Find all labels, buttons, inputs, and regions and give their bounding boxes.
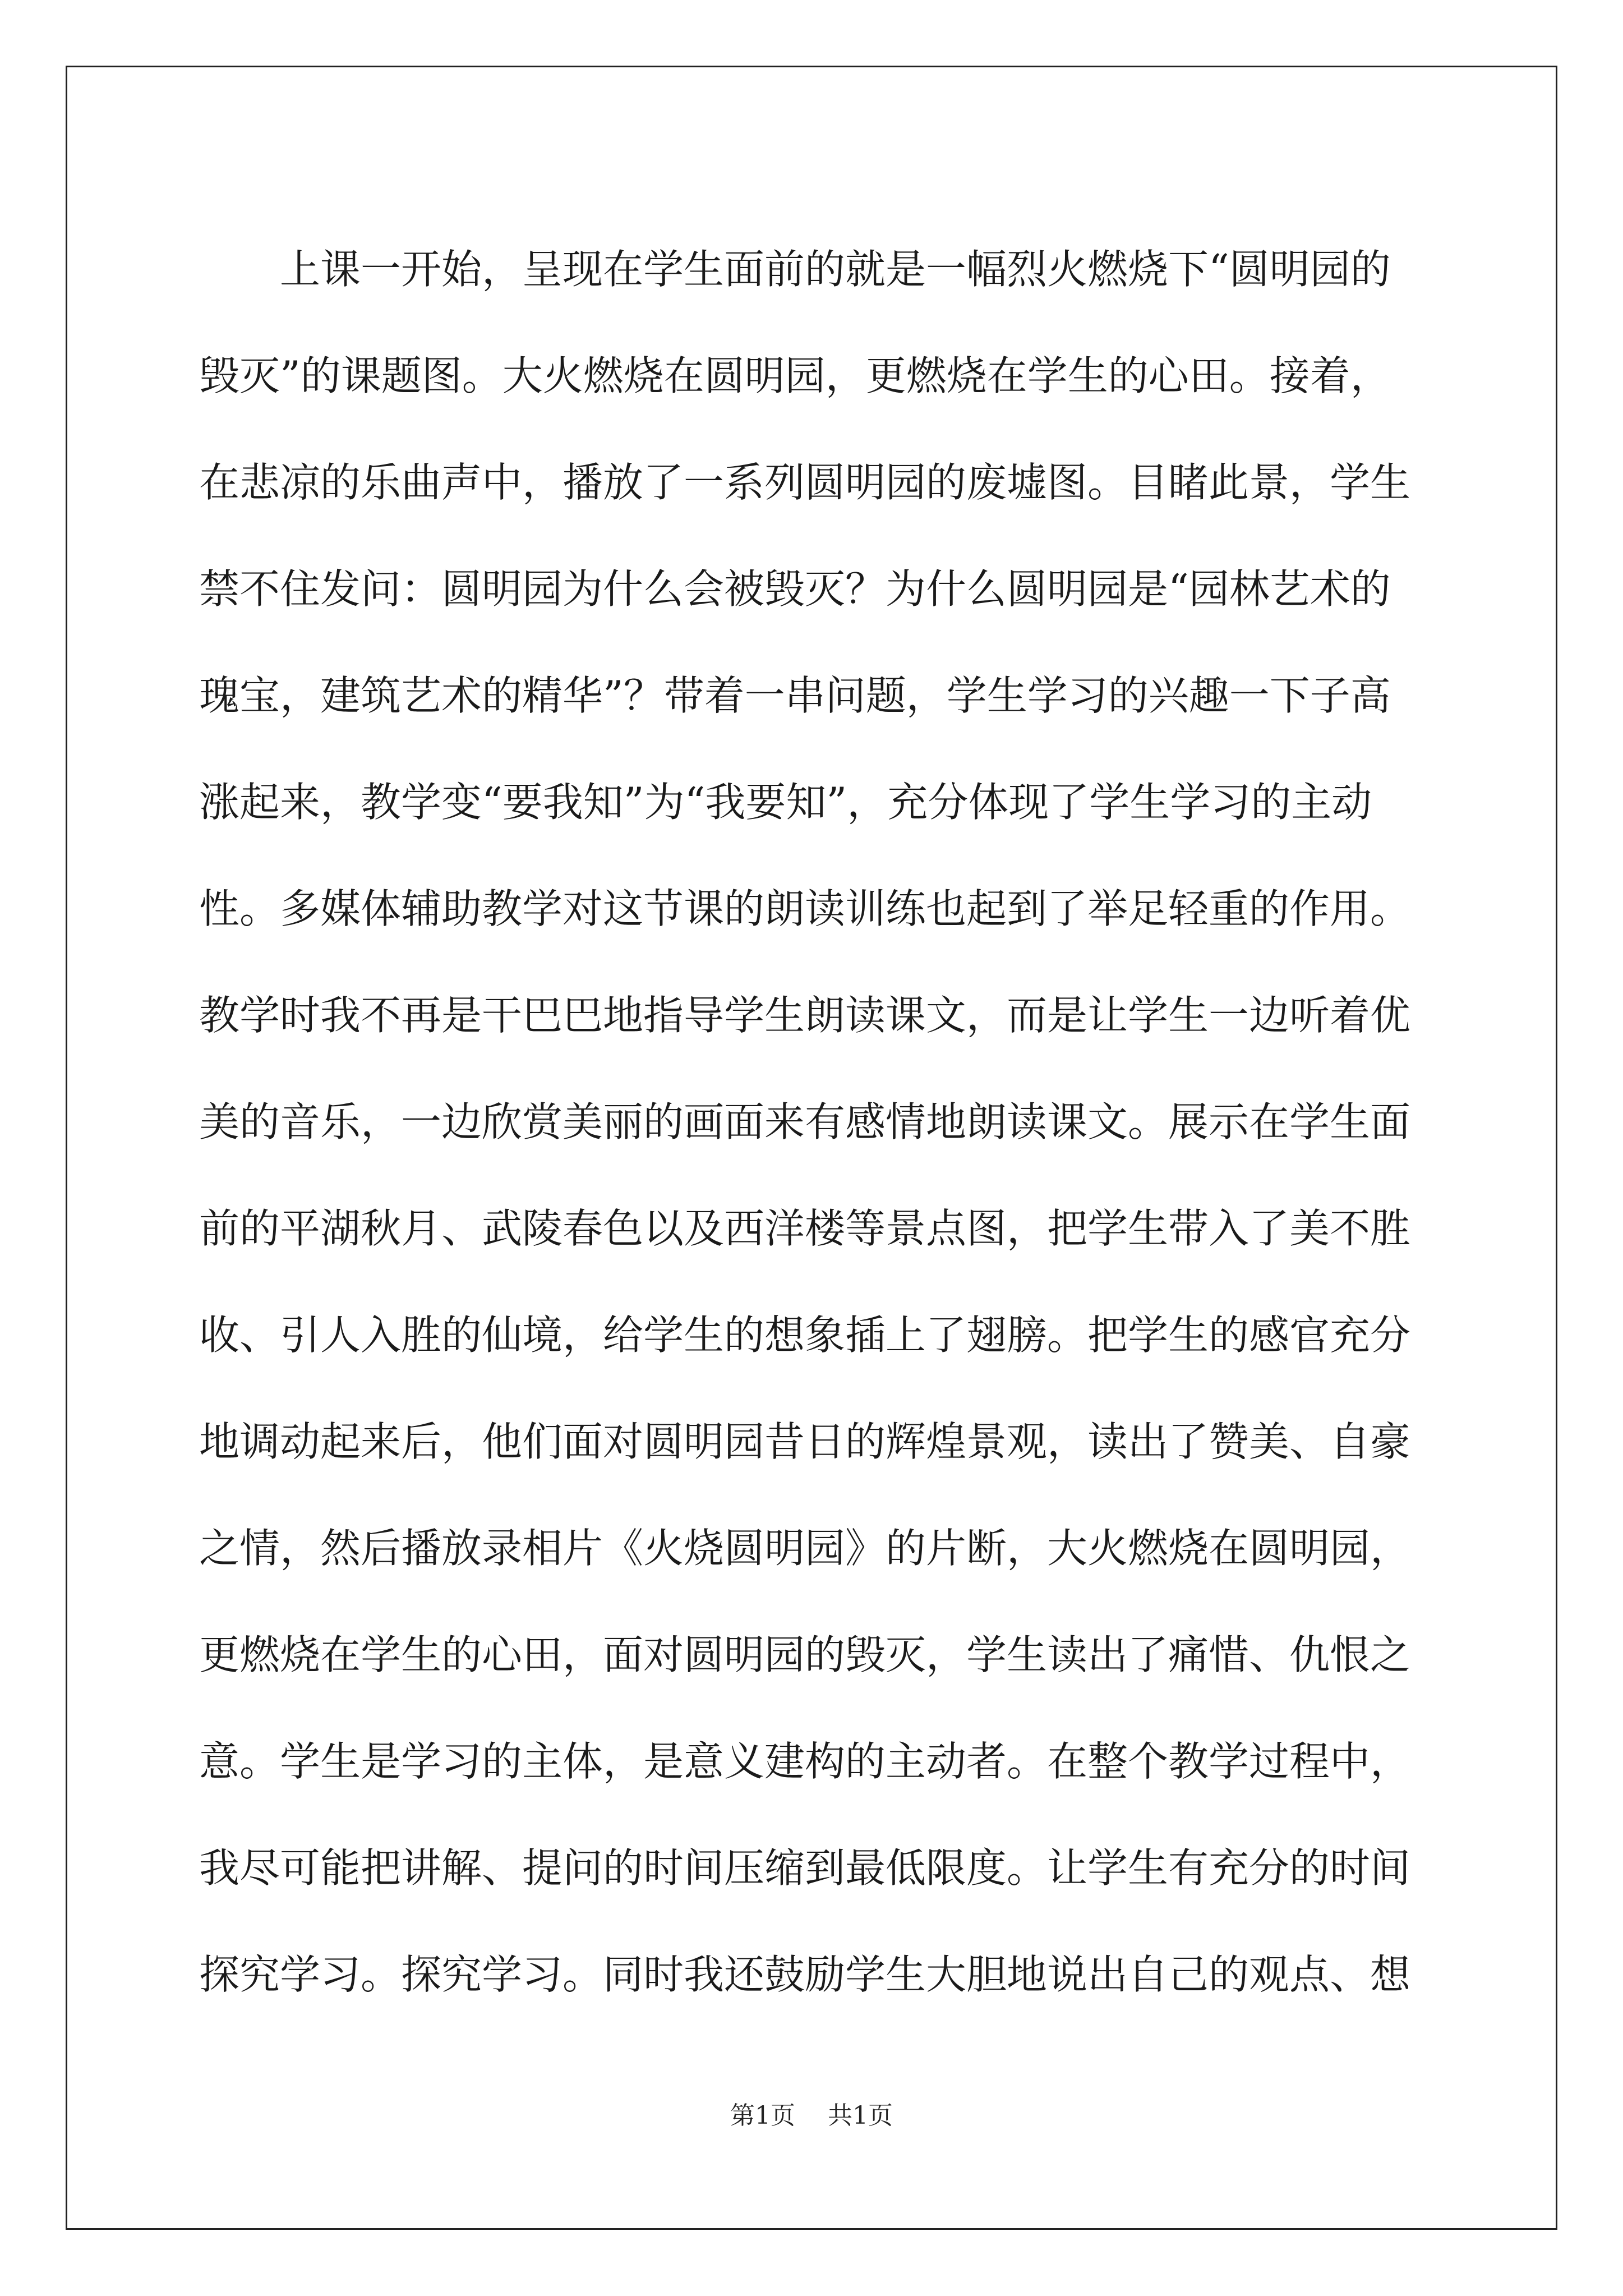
text-line: 禁不住发问：圆明园为什么会被毁灭？为什么圆明园是“园林艺术的 [199, 565, 1391, 613]
text-line: 之情，然后播放录相片《火烧圆明园》的片断，大火燃烧在圆明园， [199, 1525, 1411, 1572]
text-line: 上课一开始，呈现在学生面前的就是一幅烈火燃烧下“圆明园的 [280, 246, 1391, 293]
text-line: 性。多媒体辅助教学对这节课的朗读训练也起到了举足轻重的作用。 [199, 885, 1411, 932]
text-line: 瑰宝，建筑艺术的精华”？带着一串问题，学生学习的兴趣一下子高 [199, 672, 1391, 719]
text-line: 更燃烧在学生的心田，面对圆明园的毁灭，学生读出了痛惜、仇恨之 [199, 1631, 1411, 1678]
text-line: 地调动起来后，他们面对圆明园昔日的辉煌景观，读出了赞美、自豪 [199, 1418, 1411, 1465]
page-footer [0, 2095, 1623, 2131]
document-body [199, 216, 1427, 2028]
text-line: 前的平湖秋月、武陵春色以及西洋楼等景点图，把学生带入了美不胜 [199, 1205, 1411, 1252]
text-line: 涨起来，教学变“要我知”为“我要知”，充分体现了学生学习的主动 [199, 779, 1372, 826]
text-line: 教学时我不再是干巴巴地指导学生朗读课文，而是让学生一边听着优 [199, 992, 1411, 1039]
text-line: 意。学生是学习的主体，是意义建构的主动者。在整个教学过程中， [199, 1738, 1411, 1785]
text-line: 探究学习。探究学习。同时我还鼓励学生大胆地说出自己的观点、想 [199, 1951, 1411, 1998]
page-number: 第1页 [730, 2101, 795, 2130]
text-line: 我尽可能把讲解、提问的时间压缩到最低限度。让学生有充分的时间 [199, 1844, 1411, 1892]
text-line: 在悲凉的乐曲声中，播放了一系列圆明园的废墟图。目睹此景，学生 [199, 459, 1411, 506]
text-line: 收、引人入胜的仙境，给学生的想象插上了翅膀。把学生的感官充分 [199, 1312, 1411, 1359]
text-line: 美的音乐，一边欣赏美丽的画面来有感情地朗读课文。展示在学生面 [199, 1098, 1411, 1145]
page-total: 共1页 [828, 2101, 893, 2130]
text-line: 毁灭”的课题图。大火燃烧在圆明园，更燃烧在学生的心田。接着， [199, 352, 1391, 399]
